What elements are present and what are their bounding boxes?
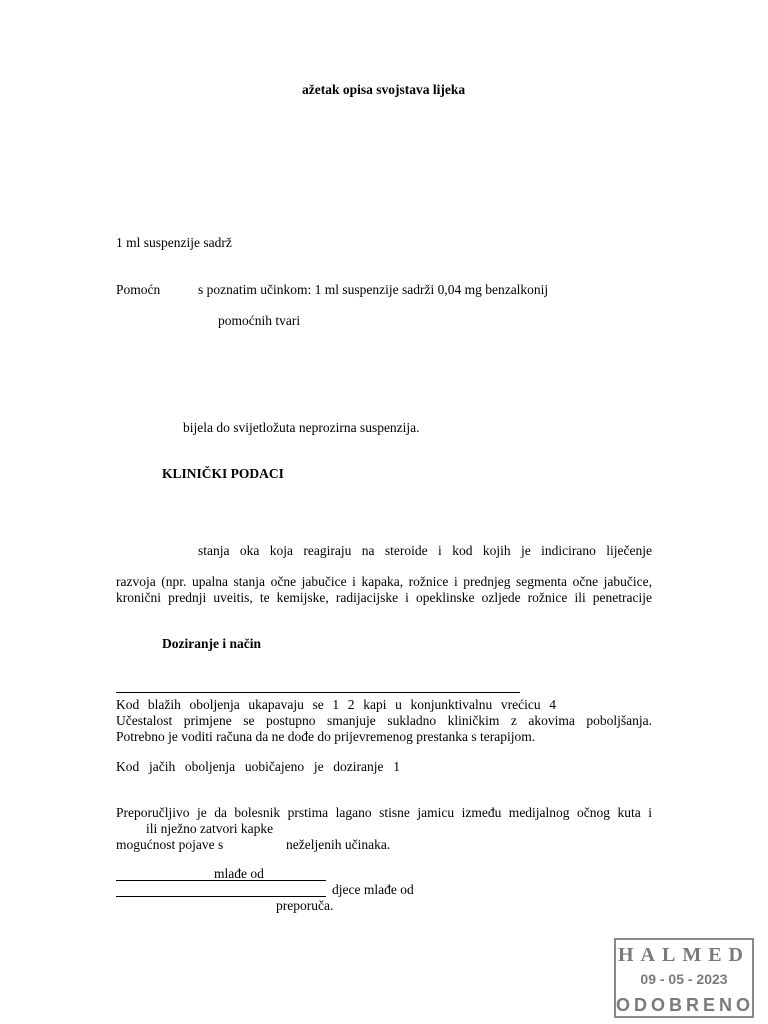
dosing-line-4: Kod jačih oboljenja uobičajeno je doziranje 1 [116, 759, 400, 774]
dosing-line-6: ili nježno zatvori kapke [146, 821, 274, 836]
dosing-line-5: Preporučljivo je da bolesnik prstima lagano stisne jamicu između medijalnog očnog kuta i [116, 805, 652, 820]
children-heading: mlađe od [214, 866, 264, 881]
indication-line-3: kronični prednji uveitis, te kemijske, radijacijske i opeklinske ozljede rožnice ili penetracije [116, 590, 652, 605]
dosing-line-7a: mogućnost pojave s [116, 837, 224, 852]
document-title: ažetak opisa svojstava lijeka [302, 82, 466, 97]
children-line-2: preporuča. [276, 898, 334, 913]
dosing-line-2: Učestalost primjene se postupno smanjuje sukladno kliničkim z akovima poboljšanja. [116, 713, 652, 728]
excipient-text: s poznatim učinkom: 1 ml suspenzije sadrži 0,04 mg benzalkonij [198, 282, 549, 297]
dosing-line-1: Kod blažih oboljenja ukapavaju se 1 2 kapi u konjunktivalnu vrećicu 4 [116, 697, 556, 712]
children-line-1: djece mlađe od [332, 882, 414, 897]
children-underline [116, 880, 326, 881]
excipient-list: pomoćnih tvari [218, 313, 301, 328]
indication-line-1: stanja oka koja reagiraju na steroide i kod kojih je indicirano liječenje [198, 543, 652, 558]
dosing-line-7b: neželjenih učinaka. [286, 837, 391, 852]
dosing-line-3: Potrebno je voditi računa da ne dođe do prijevremenog prestanka s terapijom. [116, 729, 536, 744]
excipient-label: Pomoćn [116, 282, 161, 297]
stamp-date: 09 - 05 - 2023 [640, 971, 728, 987]
children-underline-2 [116, 896, 326, 897]
section-heading-dosing: Doziranje i način [162, 636, 261, 651]
stamp-agency: HALMED [618, 944, 750, 966]
approval-stamp [614, 938, 754, 1018]
indication-line-2: razvoja (npr. upalna stanja očne jabučice i kapaka, rožnice i prednjeg segmenta očne jabučice, [116, 574, 652, 589]
composition-text: 1 ml suspenzije sadrž [116, 235, 232, 250]
stamp-status: ODOBRENO [616, 995, 755, 1015]
underline-rule [116, 692, 520, 693]
section-heading-clinical: KLINIČKI PODACI [162, 466, 284, 481]
form-description: bijela do svijetložuta neprozirna suspenzija. [183, 420, 420, 435]
